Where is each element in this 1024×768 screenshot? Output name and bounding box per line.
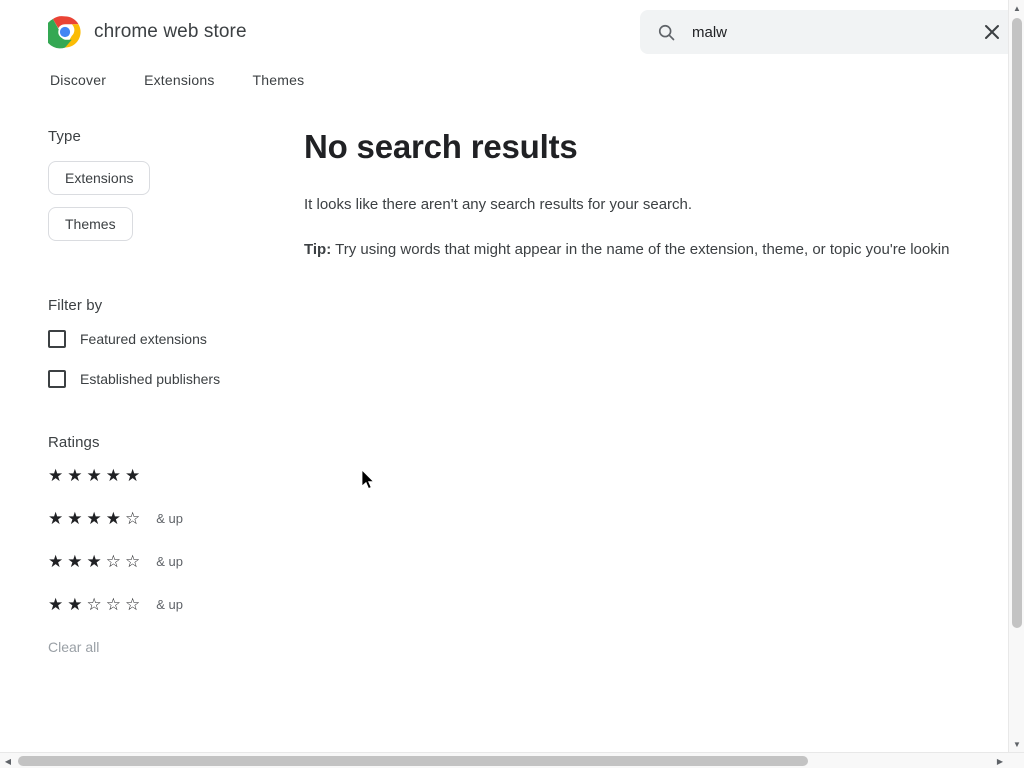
star-empty-icon: ☆ bbox=[125, 552, 141, 571]
no-results-description: It looks like there aren't any search results for your search. bbox=[304, 196, 693, 213]
star-empty-icon: ☆ bbox=[86, 595, 102, 614]
star-filled-icon: ★ bbox=[67, 509, 83, 528]
checkbox-label: Featured extensions bbox=[80, 331, 207, 347]
vertical-scrollbar[interactable] bbox=[1008, 0, 1024, 752]
rating-suffix-label: & up bbox=[156, 554, 183, 569]
page-header bbox=[0, 0, 1008, 64]
rating-filter-5-stars[interactable] bbox=[48, 467, 278, 484]
close-icon[interactable] bbox=[980, 20, 1004, 44]
rating-suffix-label: & up bbox=[156, 597, 183, 612]
scroll-left-arrow-icon[interactable]: ◀ bbox=[4, 756, 12, 766]
type-chip-themes[interactable]: Themes bbox=[48, 207, 133, 241]
search-bar[interactable] bbox=[640, 10, 1024, 54]
ratings-heading: Ratings bbox=[48, 434, 100, 451]
star-filled-icon: ★ bbox=[125, 466, 141, 485]
checkbox-icon[interactable] bbox=[48, 330, 66, 348]
type-chip-extensions-row bbox=[48, 161, 278, 207]
brand[interactable] bbox=[48, 15, 247, 49]
chrome-logo-icon bbox=[48, 15, 82, 49]
star-filled-icon: ★ bbox=[48, 509, 64, 528]
nav-tabs bbox=[48, 66, 306, 94]
brand-title: chrome web store bbox=[94, 21, 247, 42]
main-content bbox=[304, 128, 1024, 258]
type-chip-extensions[interactable]: Extensions bbox=[48, 161, 150, 195]
star-filled-icon: ★ bbox=[48, 466, 64, 485]
star-filled-icon: ★ bbox=[86, 552, 102, 571]
filter-by-heading: Filter by bbox=[48, 297, 103, 314]
tip-label: Tip: bbox=[304, 241, 332, 258]
ratings-rows bbox=[48, 467, 278, 613]
star-filled-icon: ★ bbox=[105, 466, 121, 485]
star-filled-icon: ★ bbox=[67, 552, 83, 571]
star-filled-icon: ★ bbox=[86, 466, 102, 485]
scroll-up-arrow-icon[interactable]: ▲ bbox=[1013, 3, 1021, 13]
rating-filter-4-stars[interactable] bbox=[48, 510, 278, 527]
star-filled-icon: ★ bbox=[105, 509, 121, 528]
search-icon bbox=[656, 22, 676, 42]
star-empty-icon: ☆ bbox=[125, 509, 141, 528]
star-rating-icon bbox=[48, 553, 140, 570]
checkbox-label: Established publishers bbox=[80, 371, 221, 387]
star-filled-icon: ★ bbox=[67, 595, 83, 614]
star-filled-icon: ★ bbox=[48, 595, 64, 614]
horizontal-scrollbar-thumb[interactable] bbox=[18, 756, 808, 766]
tip-text: Try using words that might appear in the name of the extension, theme, or topic you're lookin bbox=[331, 241, 950, 258]
scroll-down-arrow-icon[interactable]: ▼ bbox=[1013, 739, 1021, 749]
search-input[interactable] bbox=[690, 18, 940, 46]
star-filled-icon: ★ bbox=[67, 466, 83, 485]
star-rating-icon bbox=[48, 596, 140, 613]
horizontal-scrollbar[interactable] bbox=[0, 752, 1024, 768]
rating-filter-3-stars[interactable] bbox=[48, 553, 278, 570]
star-filled-icon: ★ bbox=[86, 509, 102, 528]
rating-filter-2-stars[interactable] bbox=[48, 596, 278, 613]
star-empty-icon: ☆ bbox=[105, 552, 121, 571]
type-heading: Type bbox=[48, 128, 81, 145]
star-rating-icon bbox=[48, 510, 140, 527]
checkbox-featured-extensions[interactable] bbox=[48, 330, 278, 348]
star-empty-icon: ☆ bbox=[105, 595, 121, 614]
clear-all-button[interactable]: Clear all bbox=[48, 639, 100, 655]
checkbox-established-publishers[interactable] bbox=[48, 370, 278, 388]
tab-discover[interactable]: Discover bbox=[50, 72, 107, 88]
mouse-cursor bbox=[362, 470, 376, 490]
filters-sidebar bbox=[48, 128, 278, 655]
scroll-right-arrow-icon[interactable]: ▶ bbox=[996, 756, 1004, 766]
tab-themes[interactable]: Themes bbox=[252, 72, 305, 88]
page-title: No search results bbox=[304, 128, 578, 165]
rating-suffix-label: & up bbox=[156, 511, 183, 526]
star-rating-icon bbox=[48, 467, 140, 484]
star-filled-icon: ★ bbox=[48, 552, 64, 571]
vertical-scrollbar-thumb[interactable] bbox=[1012, 18, 1022, 628]
type-chip-themes-row bbox=[48, 207, 278, 253]
tab-extensions[interactable]: Extensions bbox=[144, 72, 215, 88]
filter-by-block bbox=[48, 297, 278, 388]
ratings-block bbox=[48, 434, 278, 613]
search-tip bbox=[304, 241, 1024, 258]
star-empty-icon: ☆ bbox=[125, 595, 141, 614]
checkbox-icon[interactable] bbox=[48, 370, 66, 388]
